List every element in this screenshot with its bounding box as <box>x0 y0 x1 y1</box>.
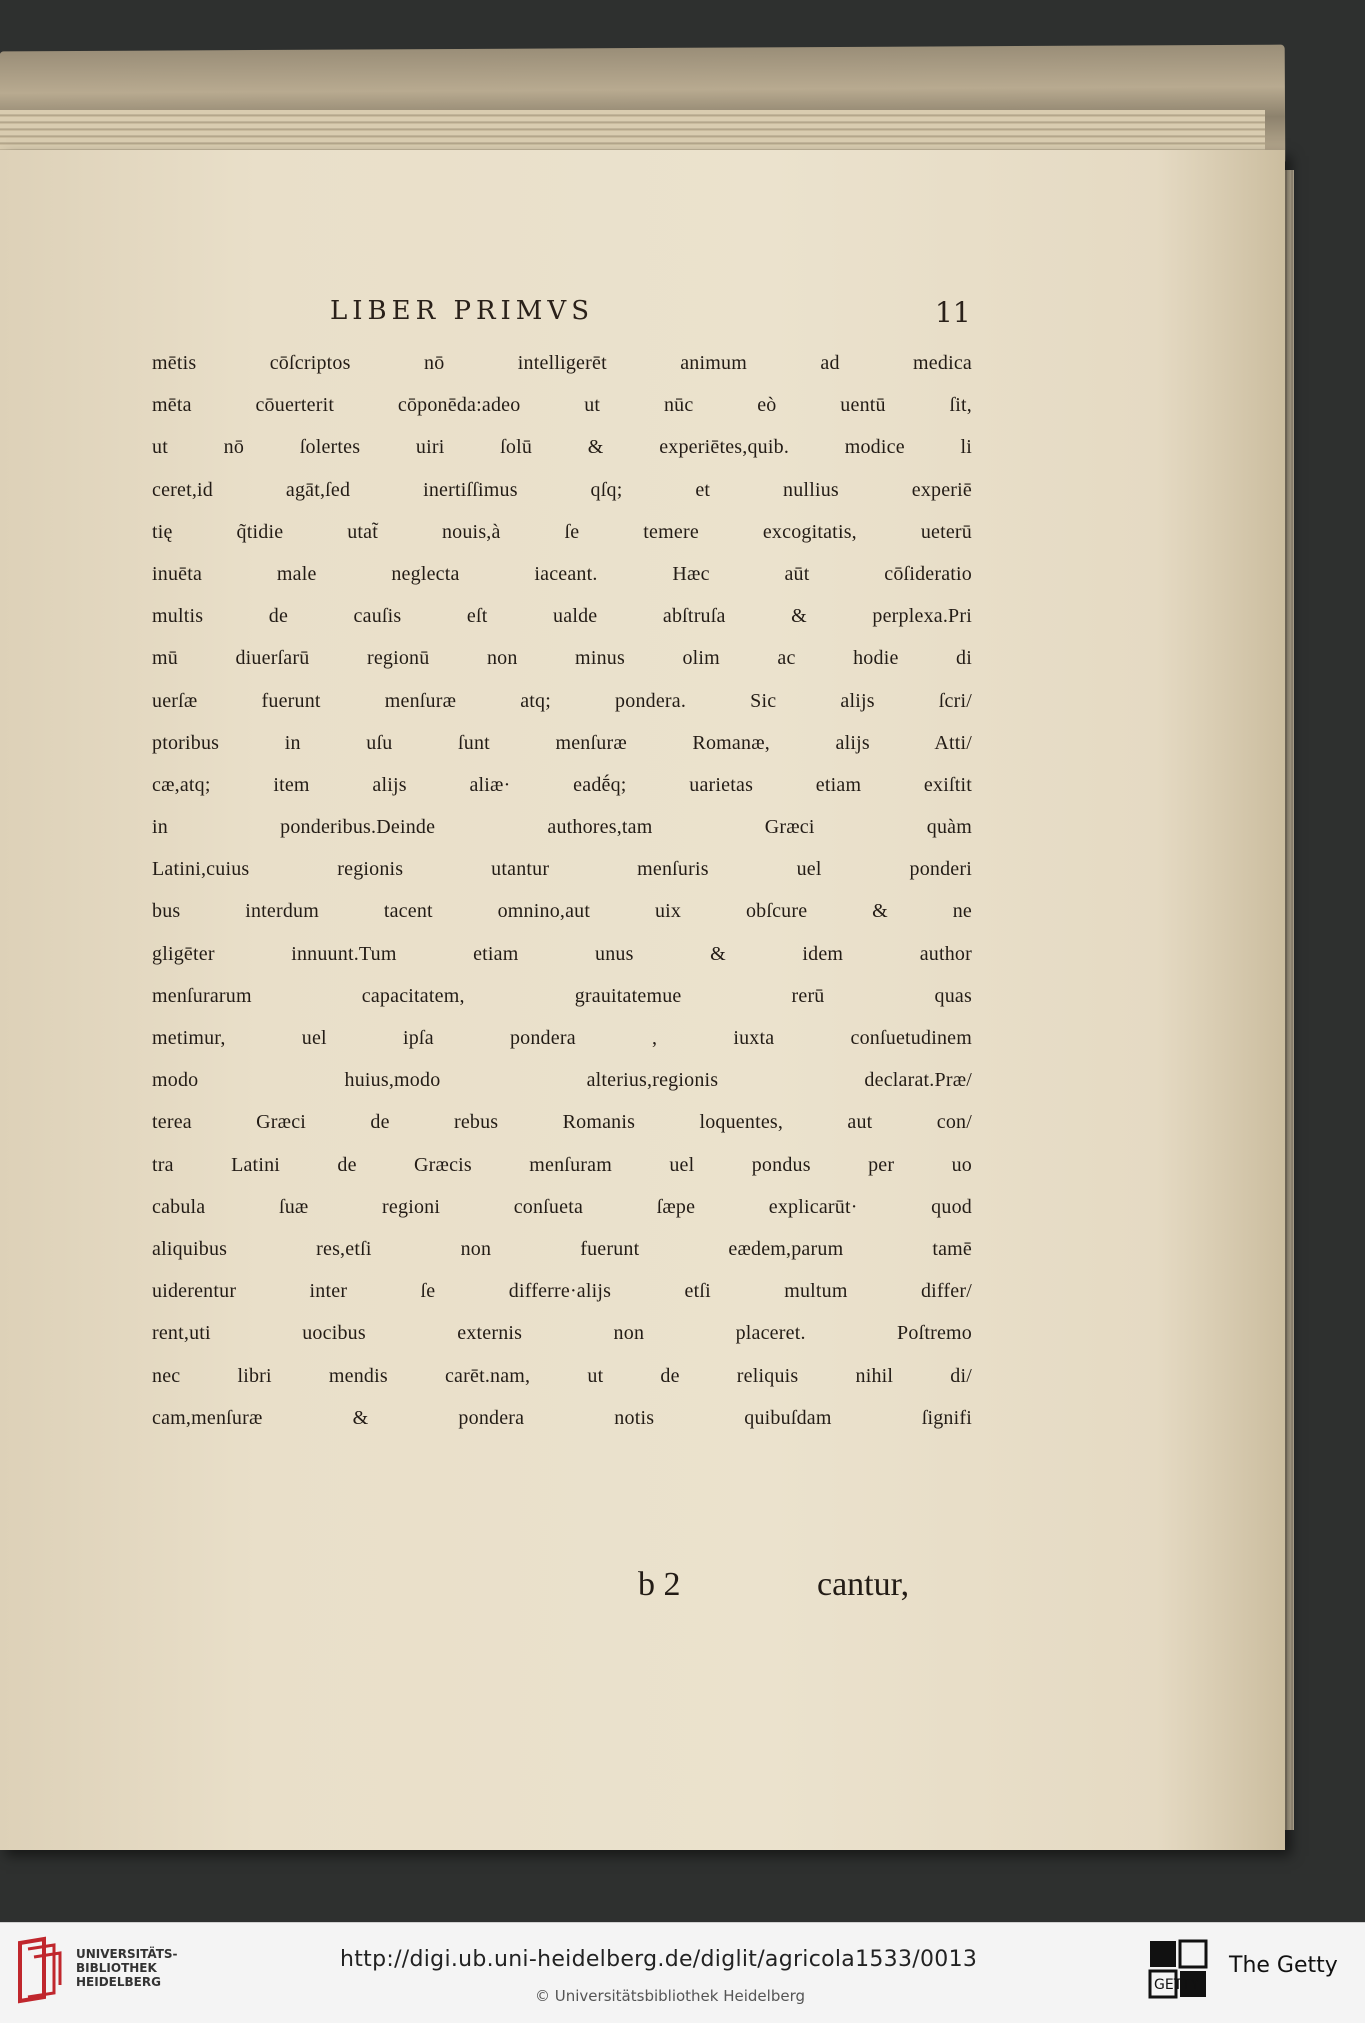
text-line: multis de cauſis eſt ualde abſtruſa & perplexa.Pri <box>152 605 972 628</box>
text-line: mētis cōſcriptos nō intelligerēt animum ad medica <box>152 352 972 374</box>
institution-name <box>76 1947 178 1989</box>
institution-line: HEIDELBERG <box>76 1975 161 1989</box>
text-line: gligēter innuunt.Tum etiam unus & idem author <box>152 942 972 965</box>
getty-logo-letters: GETTY <box>1154 1977 1200 1993</box>
text-line: ceret,id agāt,ſed inertiſſimus qſq; et nullius experiē <box>152 478 972 501</box>
text-line: terea Græci de rebus Romanis loquentes, aut con/ <box>152 1111 972 1134</box>
text-line: ptoribus in uſu ſunt menſuræ Romanæ, alijs Atti/ <box>152 731 972 754</box>
text-line: inuēta male neglecta iaceant. Hæc aūt cōſideratio <box>152 562 972 585</box>
copyright-notice: © Universitätsbibliothek Heidelberg <box>535 1987 806 2005</box>
text-line: Latini,cuius regionis utantur menſuris uel ponderi <box>152 858 972 881</box>
text-line: rent,uti uocibus externis non placeret. Poſtremo <box>152 1322 972 1345</box>
institution-line: BIBLIOTHEK <box>76 1961 157 1975</box>
text-line: modo huius,modo alterius,regionis declarat.Præ/ <box>152 1069 972 1092</box>
text-line: uerſæ fuerunt menſuræ atq; pondera. Sic alijs ſcri/ <box>152 689 972 712</box>
permalink-url[interactable]: http://digi.ub.uni-heidelberg.de/diglit/agricola1533/0013 <box>340 1947 978 1972</box>
text-line: mēta cōuerterit cōponēda:adeo ut nūc eò uentū ſit, <box>152 394 972 417</box>
text-line: metimur, uel ipſa pondera , iuxta conſuetudinem <box>152 1027 972 1049</box>
heidelberg-library-logo-icon[interactable] <box>14 1935 66 2005</box>
text-line: in ponderibus.Deinde authores,tam Græci quàm <box>152 816 972 839</box>
running-head <box>0 296 1285 336</box>
text-line: uiderentur inter ſe differre·alijs etſi multum differ/ <box>152 1280 972 1303</box>
text-line: tię q̃tidie utat̃ nouis,à ſe temere excogitatis, ueterū <box>152 520 972 543</box>
running-title: LIBER PRIMVS <box>330 296 595 326</box>
text-line: aliquibus res,etſi non fuerunt eædem,parum tamē <box>152 1237 972 1260</box>
folio-number: 11 <box>935 296 971 329</box>
viewer-footer <box>0 1922 1365 2023</box>
text-line: tra Latini de Græcis menſuram uel pondus per uo <box>152 1153 972 1176</box>
text-block <box>152 342 972 1439</box>
text-line: cabula ſuæ regioni conſueta ſæpe explicarūt· quod <box>152 1195 972 1218</box>
text-line: mū diuerſarū regionū non minus olim ac hodie di <box>152 647 972 670</box>
text-line: menſurarum capacitatem, grauitatemue rerū quas <box>152 984 972 1007</box>
signature-mark: b 2 <box>638 1566 681 1603</box>
text-line: cæ,atq; item alijs aliæ· eadḗq; uarietas etiam exiſtit <box>152 773 972 796</box>
signature-line <box>0 1566 1285 1610</box>
catchword: cantur, <box>817 1566 910 1603</box>
partner-name[interactable]: The Getty <box>1229 1953 1338 1978</box>
institution-line: UNIVERSITÄTS- <box>76 1947 178 1961</box>
getty-logo-icon[interactable] <box>1148 1939 1208 2005</box>
text-line: cam,menſuræ & pondera notis quibuſdam ſignifi <box>152 1406 972 1429</box>
text-line: ut nō ſolertes uiri ſolū & experiētes,quib. modice li <box>152 436 972 459</box>
text-line: bus interdum tacent omnino,aut uix obſcure & ne <box>152 900 972 923</box>
text-line: nec libri mendis carēt.nam, ut de reliquis nihil di/ <box>152 1364 972 1387</box>
